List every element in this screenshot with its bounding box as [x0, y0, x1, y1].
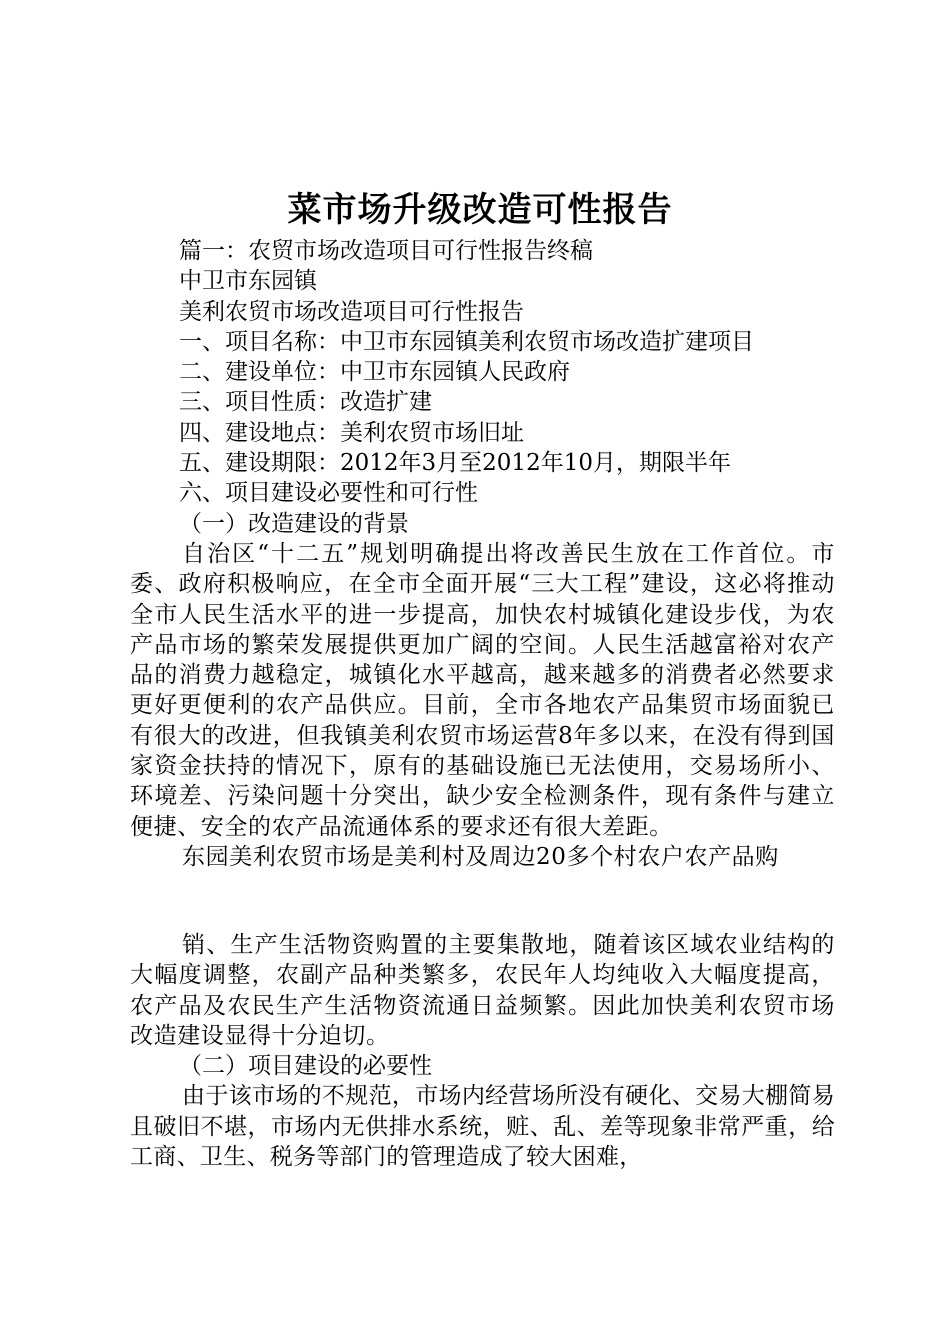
intro-line: 美利农贸市场改造项目可行性报告: [179, 298, 524, 325]
intro-line: 六、项目建设必要性和可行性: [179, 480, 478, 507]
section-heading: （一）改造建设的背景: [179, 510, 409, 537]
intro-line: 五、建设期限：2012年3月至2012年10月，期限半年: [179, 450, 731, 477]
intro-line: 一、项目名称：中卫市东园镇美利农贸市场改造扩建项目: [179, 328, 754, 355]
body-paragraph: 由于该市场的不规范，市场内经营场所没有硬化、交易大棚简易且破旧不堪，市场内无供排水系统，赃、乱、差等现象非常严重，给工商、卫生、税务等部门的管理造成了较大困难，: [130, 1083, 835, 1171]
document-title: 菜市场升级改造可性报告: [287, 190, 673, 230]
intro-line: 四、建设地点：美利农贸市场旧址: [179, 419, 524, 446]
section-heading: （二）项目建设的必要性: [179, 1053, 432, 1080]
document-body-bottom: [130, 930, 835, 1172]
body-paragraph-continued: 销、生产生活物资购置的主要集散地，随着该区域农业结构的大幅度调整，农副产品种类繁多，农民年人均纯收入大幅度提高，农产品及农民生产生活物资流通日益频繁。因此加快美利农贸市场改造建设显得十分迫切。: [130, 932, 835, 1049]
document-body-top: [130, 236, 835, 872]
body-paragraph: 自治区“十二五”规划明确提出将改善民生放在工作首位。市委、政府积极响应，在全市全面开展“三大工程”建设，这必将推动全市人民生活水平的进一步提高，加快农村城镇化建设步伐，为农产品市场的繁荣发展提供更加广阔的空间。人民生活越富裕对农产品的消费力越稳定，城镇化水平越高，越来越多的消费者必然要求更好更便利的农产品供应。目前，全市各地农产品集贸市场面貌已有很大的改进，但我镇美利农贸市场运营8年多以来，在没有得到国家资金扶持的情况下，原有的基础设施已无法使用，交易场所小、环境差、污染问题十分突出，缺少安全检测条件，现有条件与建立便捷、安全的农产品流通体系的要求还有很大差距。: [130, 540, 835, 840]
intro-line: 篇一：农贸市场改造项目可行性报告终稿: [179, 238, 593, 264]
body-paragraph-start: 东园美利农贸市场是美利村及周边20多个村农户农产品购: [182, 843, 779, 870]
intro-line: 二、建设单位：中卫市东园镇人民政府: [179, 359, 570, 386]
intro-line: 中卫市东园镇: [179, 268, 317, 295]
intro-line: 三、项目性质：改造扩建: [179, 389, 432, 416]
